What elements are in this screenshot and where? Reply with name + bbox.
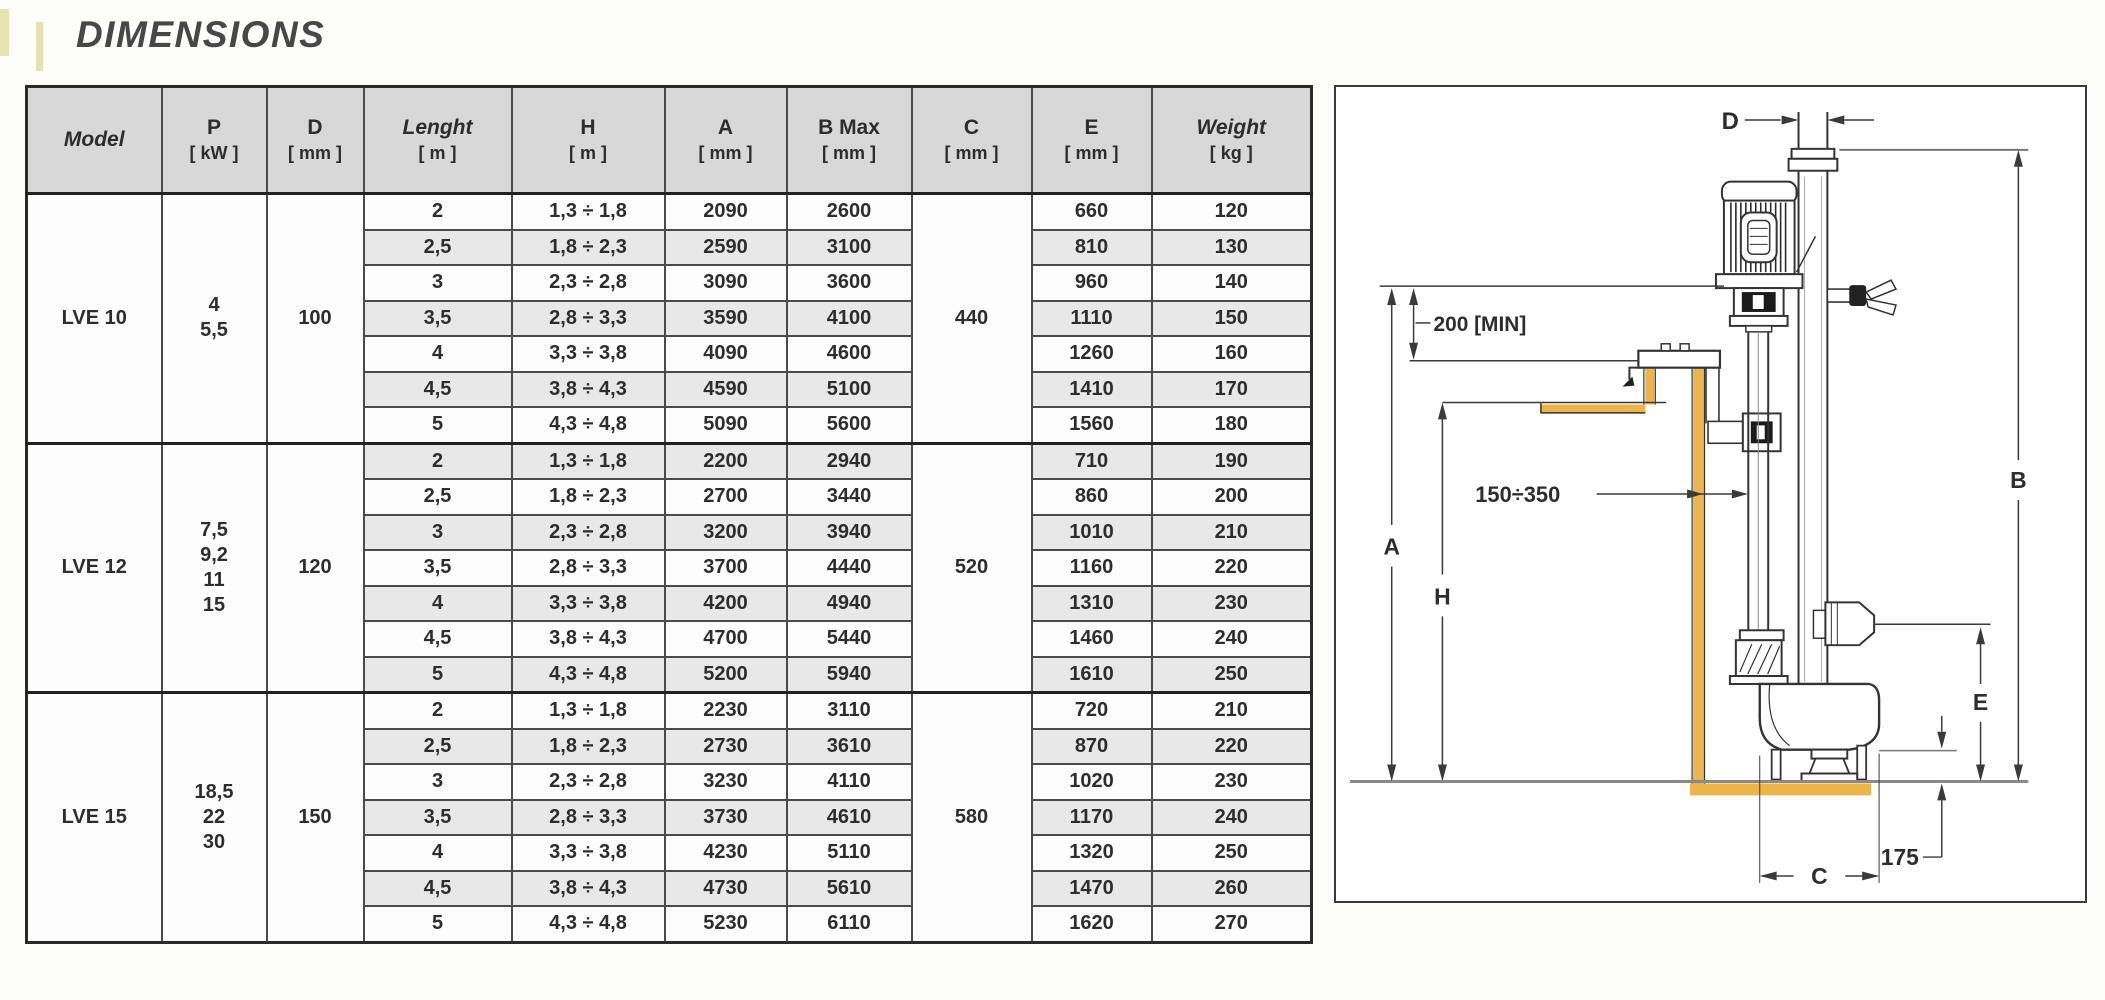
model-cell: LVE 15 bbox=[27, 693, 162, 943]
e-cell: 1410 bbox=[1032, 372, 1152, 408]
h-range-cell: 1,8 ÷ 2,3 bbox=[512, 230, 665, 266]
table-row bbox=[27, 693, 1312, 729]
length-cell: 4 bbox=[364, 586, 512, 622]
col-header-label: C bbox=[963, 115, 980, 139]
bmax-cell: 5100 bbox=[787, 372, 912, 408]
weight-cell: 210 bbox=[1152, 693, 1312, 729]
title-accent-bar bbox=[36, 22, 43, 71]
a-cell: 2590 bbox=[665, 230, 787, 266]
e-cell: 1260 bbox=[1032, 336, 1152, 372]
bmax-cell: 4940 bbox=[787, 586, 912, 622]
c-cell: 520 bbox=[912, 443, 1032, 693]
h-range-cell: 1,3 ÷ 1,8 bbox=[512, 443, 665, 479]
bmax-cell: 3940 bbox=[787, 515, 912, 551]
a-cell: 3700 bbox=[665, 550, 787, 586]
dim-label-min-clearance: 200 [MIN] bbox=[1433, 312, 1527, 336]
pipe-flange bbox=[1792, 149, 1835, 159]
weight-cell: 190 bbox=[1152, 443, 1312, 479]
dim-label-a: A bbox=[1383, 533, 1400, 560]
length-cell: 3 bbox=[364, 515, 512, 551]
e-cell: 1460 bbox=[1032, 621, 1152, 657]
weight-cell: 130 bbox=[1152, 230, 1312, 266]
power-value: 7,5 bbox=[200, 518, 228, 541]
e-cell: 810 bbox=[1032, 230, 1152, 266]
a-cell: 4200 bbox=[665, 586, 787, 622]
bmax-cell: 5610 bbox=[787, 871, 912, 907]
model-cell: LVE 10 bbox=[27, 194, 162, 444]
col-header-e bbox=[1032, 87, 1152, 194]
h-range-cell: 2,8 ÷ 3,3 bbox=[512, 800, 665, 836]
bmax-cell: 2940 bbox=[787, 443, 912, 479]
a-cell: 4090 bbox=[665, 336, 787, 372]
motor-base-plate bbox=[1716, 274, 1803, 288]
length-cell: 4,5 bbox=[364, 621, 512, 657]
power-value: 30 bbox=[202, 830, 226, 853]
h-range-cell: 2,8 ÷ 3,3 bbox=[512, 301, 665, 337]
bmax-cell: 3440 bbox=[787, 479, 912, 515]
weight-cell: 240 bbox=[1152, 800, 1312, 836]
power-value: 22 bbox=[202, 805, 226, 828]
e-cell: 1320 bbox=[1032, 835, 1152, 871]
power-value: 18,5 bbox=[194, 780, 234, 803]
col-header-unit: [ m ] bbox=[418, 143, 457, 164]
e-cell: 1310 bbox=[1032, 586, 1152, 622]
dim-label-e: E bbox=[1972, 688, 1989, 715]
h-range-cell: 1,8 ÷ 2,3 bbox=[512, 479, 665, 515]
e-cell: 1610 bbox=[1032, 657, 1152, 693]
table-row bbox=[27, 194, 1312, 230]
pump-column bbox=[1740, 332, 1784, 640]
length-cell: 2 bbox=[364, 194, 512, 230]
col-header-a bbox=[665, 87, 787, 194]
col-header-label: E bbox=[1084, 115, 1099, 139]
pump-drawing-svg bbox=[1336, 87, 2085, 901]
col-header-unit: [ mm ] bbox=[698, 143, 753, 164]
e-cell: 1560 bbox=[1032, 407, 1152, 443]
length-cell: 5 bbox=[364, 657, 512, 693]
length-cell: 4,5 bbox=[364, 871, 512, 907]
bmax-cell: 4110 bbox=[787, 764, 912, 800]
e-cell: 710 bbox=[1032, 443, 1152, 479]
c-cell: 580 bbox=[912, 693, 1032, 943]
dim-label-b: B bbox=[2010, 467, 2027, 494]
col-header-unit: [ kW ] bbox=[189, 143, 239, 164]
col-header-label: Model bbox=[63, 127, 125, 151]
h-range-cell: 3,8 ÷ 4,3 bbox=[512, 372, 665, 408]
col-header-label: P bbox=[206, 115, 221, 139]
col-header-p bbox=[162, 87, 267, 194]
power-cell bbox=[162, 443, 267, 693]
col-header-label: D bbox=[307, 115, 323, 139]
h-range-cell: 3,3 ÷ 3,8 bbox=[512, 336, 665, 372]
dim-label-floor-clearance: 175 bbox=[1880, 844, 1919, 871]
col-header-unit: [ mm ] bbox=[944, 143, 999, 164]
dim-label-h: H bbox=[1434, 583, 1451, 610]
length-cell: 2 bbox=[364, 443, 512, 479]
weight-cell: 160 bbox=[1152, 336, 1312, 372]
h-range-cell: 3,3 ÷ 3,8 bbox=[512, 835, 665, 871]
weight-cell: 210 bbox=[1152, 515, 1312, 551]
weight-cell: 180 bbox=[1152, 407, 1312, 443]
col-header-c bbox=[912, 87, 1032, 194]
h-range-cell: 4,3 ÷ 4,8 bbox=[512, 657, 665, 693]
h-range-cell: 2,3 ÷ 2,8 bbox=[512, 265, 665, 301]
col-header-label: A bbox=[717, 115, 734, 139]
h-range-cell: 2,8 ÷ 3,3 bbox=[512, 550, 665, 586]
a-cell: 4590 bbox=[665, 372, 787, 408]
power-cell bbox=[162, 194, 267, 444]
weight-cell: 220 bbox=[1152, 729, 1312, 765]
e-cell: 1160 bbox=[1032, 550, 1152, 586]
weight-cell: 270 bbox=[1152, 906, 1312, 942]
a-cell: 2200 bbox=[665, 443, 787, 479]
col-header-label: B Max bbox=[818, 115, 880, 139]
col-header-length bbox=[364, 87, 512, 194]
bmax-cell: 4440 bbox=[787, 550, 912, 586]
bmax-cell: 3100 bbox=[787, 230, 912, 266]
length-cell: 5 bbox=[364, 407, 512, 443]
bmax-cell: 4600 bbox=[787, 336, 912, 372]
weight-cell: 250 bbox=[1152, 657, 1312, 693]
a-cell: 2700 bbox=[665, 479, 787, 515]
col-header-d bbox=[267, 87, 364, 194]
impeller-diameter-cell: 120 bbox=[267, 443, 364, 693]
weight-cell: 250 bbox=[1152, 835, 1312, 871]
bmax-cell: 2600 bbox=[787, 194, 912, 230]
length-cell: 4,5 bbox=[364, 372, 512, 408]
bmax-cell: 5110 bbox=[787, 835, 912, 871]
motor bbox=[1716, 182, 1815, 332]
dim-label-d: D bbox=[1721, 107, 1739, 135]
a-cell: 5230 bbox=[665, 906, 787, 942]
bmax-cell: 5440 bbox=[787, 621, 912, 657]
power-value: 5,5 bbox=[200, 319, 228, 342]
a-cell: 4730 bbox=[665, 871, 787, 907]
length-cell: 3 bbox=[364, 265, 512, 301]
col-header-unit: [ m ] bbox=[569, 143, 607, 164]
h-range-cell: 1,3 ÷ 1,8 bbox=[512, 693, 665, 729]
weight-cell: 140 bbox=[1152, 265, 1312, 301]
bmax-cell: 6110 bbox=[787, 906, 912, 942]
length-cell: 4 bbox=[364, 336, 512, 372]
table-row bbox=[27, 443, 1312, 479]
outlet-cone bbox=[1813, 602, 1874, 645]
c-cell: 440 bbox=[912, 194, 1032, 444]
power-value: 4 bbox=[208, 294, 220, 317]
weight-cell: 200 bbox=[1152, 479, 1312, 515]
a-cell: 3730 bbox=[665, 800, 787, 836]
power-cell bbox=[162, 693, 267, 943]
h-range-cell: 3,8 ÷ 4,3 bbox=[512, 621, 665, 657]
length-cell: 2,5 bbox=[364, 479, 512, 515]
col-header-unit: [ mm ] bbox=[822, 143, 876, 164]
col-header-unit: [ kg ] bbox=[1209, 143, 1253, 164]
col-header-weight bbox=[1152, 87, 1312, 194]
col-header-unit: [ mm ] bbox=[288, 143, 342, 164]
bmax-cell: 3110 bbox=[787, 693, 912, 729]
e-cell: 720 bbox=[1032, 693, 1152, 729]
h-range-cell: 3,3 ÷ 3,8 bbox=[512, 586, 665, 622]
bmax-cell: 4100 bbox=[787, 301, 912, 337]
e-cell: 660 bbox=[1032, 194, 1152, 230]
e-cell: 960 bbox=[1032, 265, 1152, 301]
e-cell: 1110 bbox=[1032, 301, 1152, 337]
power-value: 11 bbox=[203, 568, 225, 591]
length-cell: 3 bbox=[364, 764, 512, 800]
page-edge-mark bbox=[0, 9, 9, 56]
bmax-cell: 3600 bbox=[787, 265, 912, 301]
h-range-cell: 2,3 ÷ 2,8 bbox=[512, 764, 665, 800]
page-title: DIMENSIONS bbox=[76, 14, 326, 55]
col-header-model bbox=[27, 87, 162, 194]
bmax-cell: 3610 bbox=[787, 729, 912, 765]
weight-cell: 240 bbox=[1152, 621, 1312, 657]
a-cell: 3200 bbox=[665, 515, 787, 551]
col-header-bmax bbox=[787, 87, 912, 194]
length-cell: 2,5 bbox=[364, 230, 512, 266]
length-cell: 5 bbox=[364, 906, 512, 942]
a-cell: 3090 bbox=[665, 265, 787, 301]
length-cell: 3,5 bbox=[364, 550, 512, 586]
a-cell: 2090 bbox=[665, 194, 787, 230]
bmax-cell: 5940 bbox=[787, 657, 912, 693]
length-cell: 2 bbox=[364, 693, 512, 729]
a-cell: 5090 bbox=[665, 407, 787, 443]
weight-cell: 260 bbox=[1152, 871, 1312, 907]
a-cell: 4230 bbox=[665, 835, 787, 871]
weight-cell: 230 bbox=[1152, 586, 1312, 622]
length-cell: 3,5 bbox=[364, 301, 512, 337]
e-cell: 1010 bbox=[1032, 515, 1152, 551]
dim-label-wall-distance: 150÷350 bbox=[1475, 481, 1561, 507]
col-header-unit: [ mm ] bbox=[1064, 143, 1119, 164]
model-cell: LVE 12 bbox=[27, 443, 162, 693]
h-range-cell: 4,3 ÷ 4,8 bbox=[512, 906, 665, 942]
col-header-label: Weight bbox=[1196, 115, 1267, 139]
power-value: 9,2 bbox=[200, 543, 228, 566]
dim-label-c: C bbox=[1811, 862, 1828, 889]
a-cell: 4700 bbox=[665, 621, 787, 657]
weight-cell: 230 bbox=[1152, 764, 1312, 800]
e-cell: 1170 bbox=[1032, 800, 1152, 836]
h-range-cell: 4,3 ÷ 4,8 bbox=[512, 407, 665, 443]
col-header-label: H bbox=[580, 115, 596, 139]
length-cell: 3,5 bbox=[364, 800, 512, 836]
dimensions-table bbox=[25, 85, 1305, 944]
h-range-cell: 3,8 ÷ 4,3 bbox=[512, 871, 665, 907]
a-cell: 3230 bbox=[665, 764, 787, 800]
e-cell: 860 bbox=[1032, 479, 1152, 515]
h-range-cell: 2,3 ÷ 2,8 bbox=[512, 515, 665, 551]
length-cell: 2,5 bbox=[364, 729, 512, 765]
e-cell: 870 bbox=[1032, 729, 1152, 765]
a-cell: 2230 bbox=[665, 693, 787, 729]
a-cell: 5200 bbox=[665, 657, 787, 693]
e-cell: 1020 bbox=[1032, 764, 1152, 800]
valve-fitting bbox=[1827, 280, 1896, 315]
h-range-cell: 1,3 ÷ 1,8 bbox=[512, 194, 665, 230]
pump-installation-drawing bbox=[1334, 85, 2087, 903]
weight-cell: 150 bbox=[1152, 301, 1312, 337]
a-cell: 2730 bbox=[665, 729, 787, 765]
weight-cell: 120 bbox=[1152, 194, 1312, 230]
bmax-cell: 5600 bbox=[787, 407, 912, 443]
col-header-label: Lenght bbox=[402, 115, 473, 139]
impeller-diameter-cell: 150 bbox=[267, 693, 364, 943]
col-header-h bbox=[512, 87, 665, 194]
bmax-cell: 4610 bbox=[787, 800, 912, 836]
header-row bbox=[27, 87, 1312, 194]
weight-cell: 170 bbox=[1152, 372, 1312, 408]
power-value: 15 bbox=[202, 593, 226, 616]
a-cell: 3590 bbox=[665, 301, 787, 337]
e-cell: 1470 bbox=[1032, 871, 1152, 907]
length-cell: 4 bbox=[364, 835, 512, 871]
impeller-diameter-cell: 100 bbox=[267, 194, 364, 444]
weight-cell: 220 bbox=[1152, 550, 1312, 586]
e-cell: 1620 bbox=[1032, 906, 1152, 942]
h-range-cell: 1,8 ÷ 2,3 bbox=[512, 729, 665, 765]
